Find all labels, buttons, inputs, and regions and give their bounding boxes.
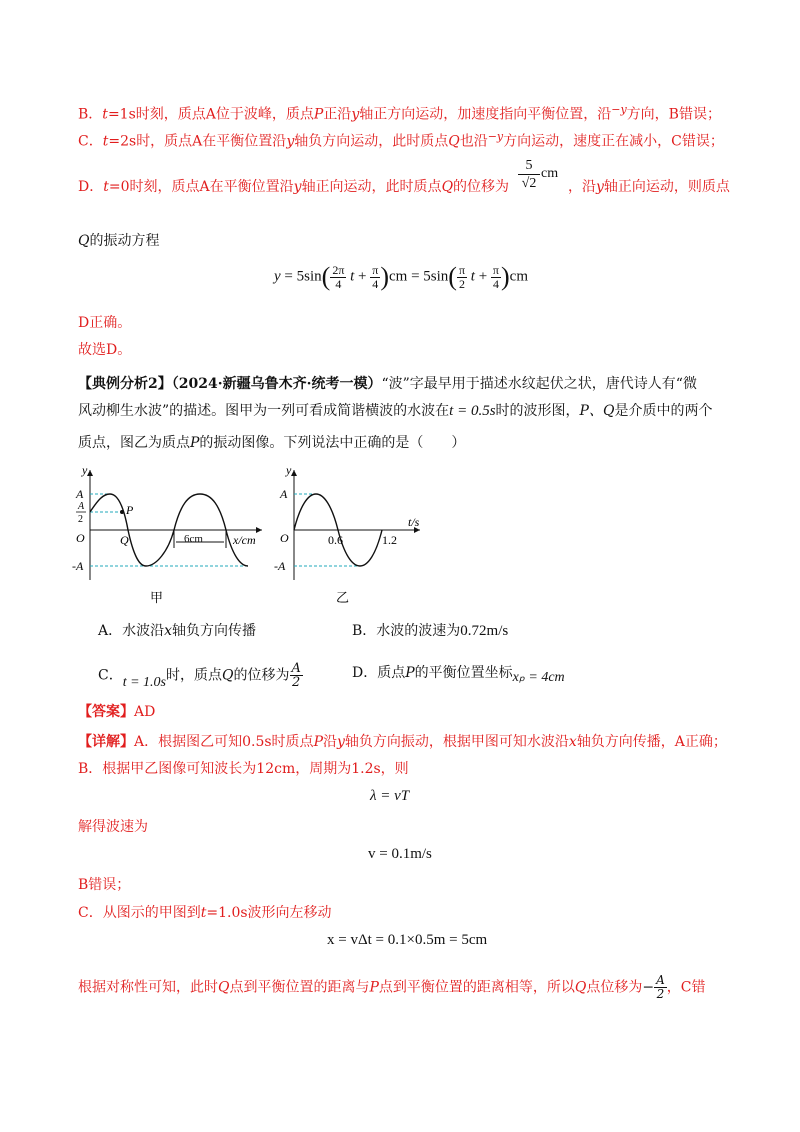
unit-cm: cm — [541, 166, 559, 181]
choice-letter: A． — [98, 623, 123, 639]
text: 沿 — [322, 734, 337, 750]
equation-speed: v = 0.1m/s — [368, 846, 432, 862]
option-d-line — [78, 178, 509, 196]
tick-1-2: 1.2 — [382, 533, 397, 547]
var-pq: P、Q — [579, 403, 615, 419]
tick-0-6: 0.6 — [328, 533, 343, 547]
origin-label: O — [280, 531, 289, 545]
detail-line-5 — [78, 904, 332, 922]
text: 方向运动，速度正在减小，C错误； — [503, 133, 724, 150]
position-value: xₚ = 4cm — [512, 670, 565, 685]
text: 轴负方向运动，此时质点 — [294, 133, 449, 150]
fraction-denominator: 2 — [656, 987, 665, 1001]
text: 的位移为 — [233, 667, 290, 684]
time-value: =0 — [108, 179, 130, 195]
text: 的位移为 — [453, 179, 510, 195]
detail-line-3: 解得波速为 — [78, 819, 148, 835]
var-t: t — [102, 133, 109, 150]
choose-d: 故选D。 — [78, 342, 132, 358]
text: 轴负方向振动，根据甲图可知水波沿 — [344, 734, 569, 750]
text: 时，质点A在平衡位置沿 — [136, 133, 287, 150]
figure-caption: 乙 — [336, 590, 350, 605]
text: 时，质点 — [166, 667, 223, 684]
var-y: y — [596, 179, 604, 195]
label-a: A — [76, 487, 84, 501]
answer-value: AD — [134, 704, 156, 720]
figure-yi — [272, 462, 452, 612]
text: 水波的波速为 — [376, 623, 461, 639]
text: 水波沿 — [122, 623, 165, 639]
var-x: x — [568, 734, 577, 750]
speed-value: 0.72m/s — [460, 623, 509, 639]
text: 轴正向运动，此时质点 — [301, 179, 442, 195]
time-equation: t = 0.5s — [449, 403, 496, 419]
text: 质点 — [377, 665, 406, 681]
option-d-line-2 — [78, 232, 159, 250]
t-axis-label: t/s — [408, 515, 420, 529]
point-p — [120, 510, 124, 514]
label-q: Q — [120, 533, 129, 547]
label-p: P — [126, 503, 134, 517]
option-letter: B． — [78, 106, 103, 123]
fraction-numerator: A — [291, 661, 301, 676]
option-letter: C． — [78, 133, 103, 150]
var-p: P — [369, 979, 379, 996]
var-y: y — [286, 133, 295, 150]
var-q: Q — [78, 233, 90, 249]
var-q: Q — [222, 667, 234, 684]
var-q: Q — [218, 979, 230, 996]
text: 方向，B错误； — [626, 106, 721, 123]
choice-letter: C． — [98, 667, 123, 684]
text: 点到平衡位置的距离相等，所以 — [378, 979, 575, 996]
equation-lambda: λ = vT — [370, 788, 410, 804]
origin-label: O — [76, 531, 85, 545]
answer-label: 【答案】 — [78, 704, 134, 720]
x-axis-label: x/cm — [233, 533, 256, 547]
var-p: P — [313, 106, 324, 123]
text: 也沿 — [459, 133, 488, 150]
var-t: t — [200, 905, 207, 921]
detail-line-2: B．根据甲乙图像可知波长为12cm，周期为1.2s，则 — [78, 761, 409, 777]
text: 的振动图像。下列说法中正确的是（ ） — [199, 435, 466, 451]
example-source: （2024·新疆乌鲁木齐·统考一模） — [171, 376, 382, 392]
vibration-equation: y = 5sin( $\frac{2\pi}{4}$ t + $\frac{\pi}{4}$ )cm = 5sin( $\frac{\pi}{2}$ t + $\frac{\pi}{4}$ )cm — [274, 262, 528, 291]
example-label: 【典例分析2】 — [78, 376, 172, 392]
text: ，C错 — [666, 979, 706, 996]
text: 轴正向运动，则质点 — [603, 179, 730, 195]
label-a: A — [280, 487, 288, 501]
detail-label: 【详解】 — [78, 734, 134, 750]
text: A．根据图乙可知0.5s时质点 — [134, 734, 314, 750]
label-neg-a: -A — [274, 559, 286, 573]
text: “波”字最早用于描述水纹起伏之状，唐代诗人有“微 — [381, 376, 697, 392]
minus-sign: − — [642, 979, 655, 996]
var-y: y — [336, 734, 345, 750]
label-a-half-den: 2 — [78, 514, 83, 525]
text: 轴负方向传播，A正确； — [576, 734, 727, 750]
var-neg-y: −y — [611, 103, 627, 116]
text: ，沿 — [568, 179, 596, 195]
var-q: Q — [448, 133, 460, 150]
text: 时刻，质点A位于波峰，质点 — [135, 106, 314, 123]
var-q: Q — [574, 979, 587, 996]
var-q: Q — [441, 179, 454, 195]
label-neg-a: -A — [72, 559, 84, 573]
choice-letter: D． — [352, 665, 378, 681]
text: C．从图示的甲图到 — [78, 905, 201, 921]
var-neg-y: −y — [487, 130, 504, 143]
text: 质点，图乙为质点 — [78, 435, 190, 451]
var-t: t — [102, 106, 108, 123]
time-value: =1s — [107, 106, 136, 123]
text: 的振动方程 — [89, 233, 160, 249]
var-p: P — [405, 665, 415, 681]
figure-jia — [70, 462, 270, 612]
example-line-1 — [78, 375, 697, 393]
d-correct: D正确。 — [78, 315, 132, 331]
text: 轴负方向传播 — [172, 623, 257, 639]
option-b-line — [78, 101, 721, 124]
var-x: x — [164, 623, 173, 639]
text: 正沿 — [323, 106, 352, 123]
var-p: P — [190, 435, 200, 451]
answer-line — [78, 703, 155, 721]
span-label: 6cm — [184, 533, 203, 545]
d-fraction — [518, 158, 540, 193]
example-line-2 — [78, 402, 712, 420]
text: 点到平衡位置的距离与 — [229, 979, 370, 996]
text: 点位移为 — [586, 979, 643, 996]
detail-line-1 — [78, 733, 727, 751]
text: 风动柳生水波”的描述。图甲为一列可看成简谐横波的水波在 — [78, 403, 450, 419]
fraction-numerator: 5 — [518, 158, 540, 175]
text: 根据对称性可知，此时 — [78, 979, 218, 996]
text: =1.0s波形向左移动 — [206, 905, 332, 921]
var-y: y — [293, 179, 302, 195]
var-p: P — [313, 734, 323, 750]
y-axis-label: y — [286, 463, 292, 477]
text: 时刻，质点A在平衡位置沿 — [129, 179, 294, 195]
choice-b — [352, 622, 508, 640]
y-axis-label: y — [82, 463, 88, 477]
var-y: y — [351, 106, 360, 123]
text: 是介质中的两个 — [614, 403, 713, 419]
fraction-numerator: A — [656, 973, 665, 987]
figure-caption: 甲 — [150, 590, 164, 605]
text: 的平衡位置坐标 — [414, 665, 513, 681]
choice-a — [98, 622, 256, 640]
option-c-line — [78, 128, 724, 151]
text: 时的波形图， — [495, 403, 580, 419]
choice-d — [352, 664, 565, 683]
choice-c — [98, 662, 303, 689]
text: 轴正方向运动，加速度指向平衡位置，沿 — [359, 106, 612, 123]
equation-displacement: x = vΔt = 0.1×0.5m = 5cm — [327, 932, 488, 948]
label-a-half-num: A — [78, 501, 85, 512]
example-line-3 — [78, 434, 465, 452]
detail-line-4: B错误； — [78, 877, 131, 893]
option-letter: D． — [78, 179, 104, 195]
time-equation: t = 1.0s — [122, 674, 167, 690]
var-t: t — [103, 179, 109, 195]
choice-letter: B． — [352, 623, 377, 639]
detail-line-6 — [78, 974, 706, 1001]
option-d-line-tail — [568, 178, 730, 196]
time-value: =2s — [108, 133, 137, 150]
fraction-denominator: 2 — [292, 675, 301, 690]
fraction-denominator: √2 — [521, 176, 537, 191]
